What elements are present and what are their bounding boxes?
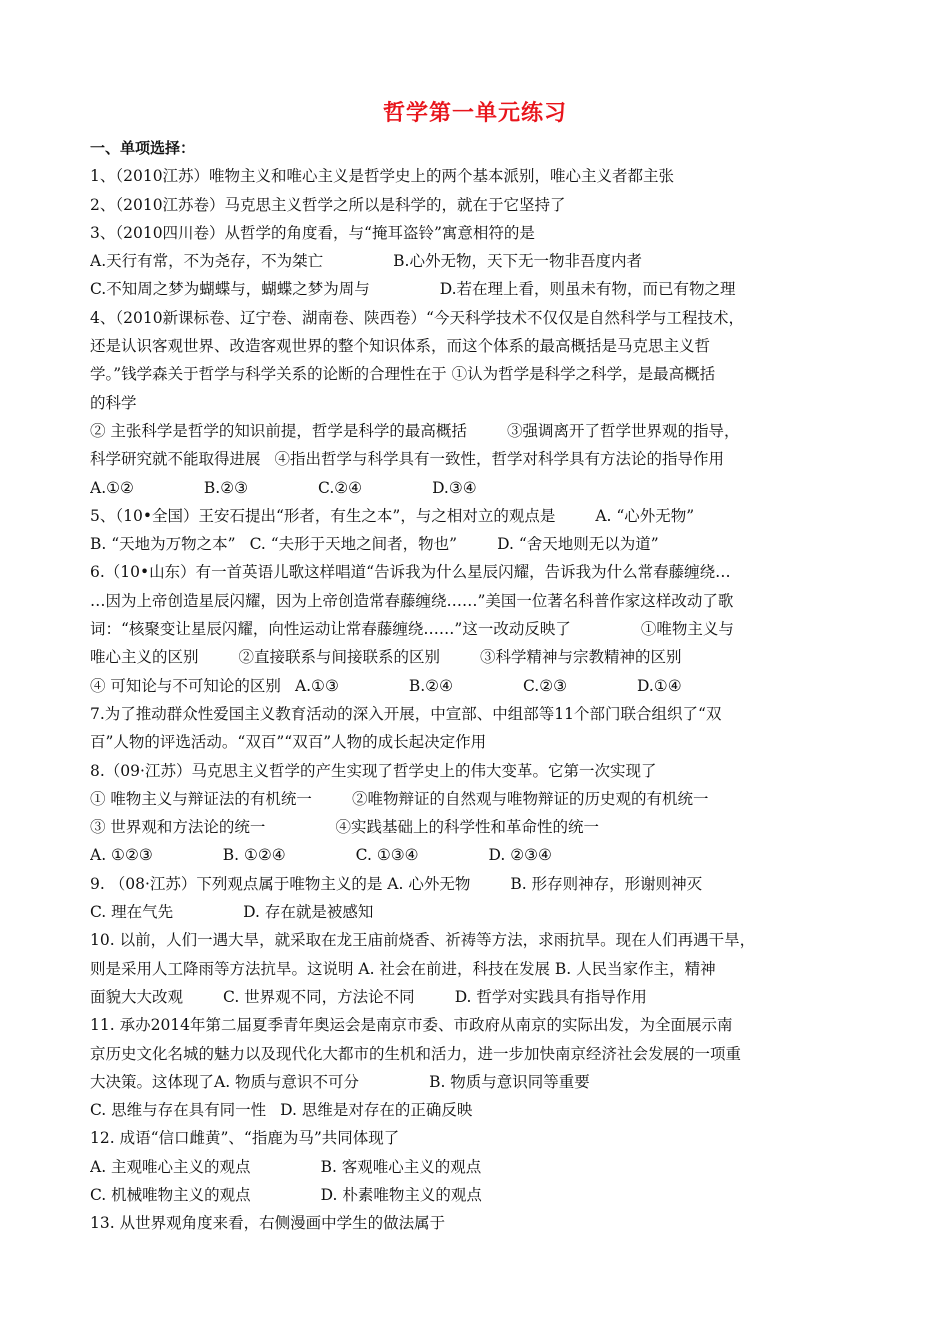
- text-line: [90, 1011, 890, 1039]
- text-segment: 科学研究就不能取得进展: [90, 450, 261, 469]
- text-segment: A. 主观唯心主义的观点: [90, 1157, 251, 1176]
- text-segment: D. 存在就是被感知: [243, 903, 374, 922]
- text-line: [90, 643, 890, 671]
- text-segment: B. 物质与意识同等重要: [429, 1072, 590, 1091]
- text-segment: D. 哲学对实践具有指导作用: [454, 987, 647, 1006]
- text-line: [90, 275, 890, 303]
- text-segment: A. ①②③: [90, 846, 153, 865]
- text-segment: B.②④: [408, 676, 453, 695]
- text-line: [90, 813, 890, 841]
- text-segment: D. “舍天地则无以为道”: [497, 535, 659, 554]
- text-segment: D. 朴素唯物主义的观点: [320, 1185, 482, 1204]
- text-segment: ④指出哲学与科学具有一致性，哲学对科学具有方法论的指导作用: [274, 450, 725, 469]
- text-line: [90, 502, 890, 530]
- text-line: [90, 360, 890, 388]
- text-line: [90, 1068, 890, 1096]
- text-line: [90, 728, 890, 756]
- text-line: [90, 757, 890, 785]
- text-line: [90, 530, 890, 558]
- text-segment: ②直接联系与间接联系的区别: [238, 648, 441, 667]
- text-segment: D. 思维是对存在的正确反映: [280, 1101, 473, 1120]
- text-line: [90, 841, 890, 869]
- text-segment: C. 思维与存在具有同一性: [90, 1101, 267, 1120]
- text-segment: C.②③: [522, 676, 567, 695]
- text-line: [90, 1096, 890, 1124]
- text-segment: ④实践基础上的科学性和革命性的统一: [335, 818, 599, 837]
- text-line: [90, 1040, 890, 1068]
- text-line: [90, 162, 890, 190]
- text-line: [90, 672, 890, 700]
- text-segment: C.②④: [318, 478, 363, 497]
- text-segment: C. 世界观不同，方法论不同: [223, 987, 415, 1006]
- text-segment: D.③④: [432, 478, 477, 497]
- text-segment: ③ 世界观和方法论的统一: [90, 818, 266, 837]
- text-line: [90, 332, 890, 360]
- text-segment: B. “天地为万物之本”: [90, 535, 236, 554]
- text-segment: B.心外无物，天下无一物非吾度内者: [393, 252, 642, 271]
- text-segment: A.天行有常，不为尧存，不为桀亡: [90, 252, 324, 271]
- text-line: [90, 219, 890, 247]
- text-segment: …因为上帝创造星辰闪耀，因为上帝创造常春藤缠绕……”美国一位著名科普作家这样改动了歌: [90, 591, 734, 610]
- text-segment: ③科学精神与宗教精神的区别: [480, 648, 682, 667]
- text-line: [90, 955, 890, 983]
- text-segment: C. “夫形于天地之间者，物也”: [249, 535, 458, 554]
- text-segment: ① 唯物主义与辩证法的有机统一: [90, 789, 312, 808]
- text-segment: 12. 成语“信口雌黄”、“指鹿为马”共同体现了: [90, 1129, 400, 1148]
- text-segment: D.①④: [637, 676, 682, 695]
- text-segment: C.不知周之梦为蝴蝶与，蝴蝶之梦为周与: [90, 280, 370, 299]
- text-line: [90, 898, 890, 926]
- text-segment: 1、（2010江苏）唯物主义和唯心主义是哲学史上的两个基本派别，唯心主义者都主张: [90, 167, 675, 186]
- text-segment: ①唯物主义与: [640, 620, 734, 639]
- text-segment: 5、（10•全国）王安石提出“形者，有生之本”，与之相对立的观点是: [90, 506, 556, 525]
- text-segment: A.①②: [90, 478, 134, 497]
- text-segment: ③强调离开了哲学世界观的指导，: [506, 421, 740, 440]
- text-segment: D.若在理上看，则虽未有物，而已有物之理: [439, 280, 736, 299]
- text-line: [90, 1153, 890, 1181]
- text-segment: A. “心外无物”: [595, 506, 695, 525]
- text-line: [90, 700, 890, 728]
- text-segment: 10. 以前，人们一遇大旱，就采取在龙王庙前烧香、祈祷等方法，求雨抗旱。现在人们再遇干旱，: [90, 931, 756, 950]
- text-segment: 则是采用人工降雨等方法抗旱。这说明 A. 社会在前进，科技在发展 B. 人民当家作主，精神: [90, 959, 716, 978]
- text-line: [90, 445, 890, 473]
- text-line: [90, 191, 890, 219]
- text-segment: 7.为了推动群众性爱国主义教育活动的深入开展，中宣部、中组部等11个部门联合组织了“双: [90, 704, 722, 723]
- text-line: [90, 1209, 890, 1237]
- text-line: [90, 926, 890, 954]
- text-segment: 一、单项选择：: [90, 139, 196, 157]
- text-segment: 3、（2010四川卷）从哲学的角度看，与“掩耳盗铃”寓意相符的是: [90, 223, 535, 242]
- text-line: [90, 247, 890, 275]
- text-segment: B. 客观唯心主义的观点: [320, 1157, 482, 1176]
- text-segment: 百”人物的评选活动。“双百”“双百”人物的成长起决定作用: [90, 733, 487, 752]
- text-segment: 还是认识客观世界、改造客观世界的整个知识体系，而这个体系的最高概括是马克思主义哲: [90, 337, 711, 356]
- text-segment: C. ①③④: [355, 846, 419, 865]
- text-segment: 2、（2010江苏卷）马克思主义哲学之所以是科学的，就在于它坚持了: [90, 195, 566, 214]
- text-segment: 11. 承办2014年第二届夏季青年奥运会是南京市委、市政府从南京的实际出发，为全面展示南: [90, 1016, 733, 1035]
- text-segment: B. ①②④: [222, 846, 286, 865]
- text-line: [90, 587, 890, 615]
- text-segment: D. ②③④: [488, 846, 552, 865]
- text-segment: 唯心主义的区别: [90, 648, 199, 667]
- text-segment: B.②③: [203, 478, 249, 497]
- text-line: [90, 558, 890, 586]
- text-segment: 的科学: [90, 393, 137, 412]
- text-line: [90, 1181, 890, 1209]
- text-segment: 9. （08·江苏）下列观点属于唯物主义的是 A. 心外无物: [90, 874, 471, 893]
- text-line: [90, 870, 890, 898]
- text-line: [90, 983, 890, 1011]
- text-line: [90, 389, 890, 417]
- text-segment: C. 理在气先: [90, 903, 174, 922]
- text-segment: A.①③: [294, 676, 339, 695]
- text-segment: 学。”钱学森关于哲学与科学关系的论断的合理性在于 ①认为哲学是科学之科学，是最高概括: [90, 365, 716, 384]
- text-segment: 面貌大大改观: [90, 987, 184, 1006]
- text-line: [90, 304, 890, 332]
- text-segment: 4、（2010新课标卷、辽宁卷、湖南卷、陕西卷）“今天科学技术不仅仅是自然科学与工程技术，: [90, 308, 744, 327]
- text-line: [90, 417, 890, 445]
- text-line: [90, 1124, 890, 1152]
- text-line: [90, 474, 890, 502]
- section-heading: [90, 134, 890, 162]
- text-segment: ② 主张科学是哲学的知识前提，哲学是科学的最高概括: [90, 421, 467, 440]
- text-segment: ④ 可知论与不可知论的区别: [90, 676, 281, 695]
- text-segment: ②唯物辩证的自然观与唯物辩证的历史观的有机统一: [351, 789, 709, 808]
- text-segment: 8.（09·江苏）马克思主义哲学的产生实现了哲学史上的伟大变革。它第一次实现了: [90, 761, 657, 780]
- text-segment: 大决策。这体现了A. 物质与意识不可分: [90, 1072, 360, 1091]
- text-segment: 6.（10•山东）有一首英语儿歌这样唱道“告诉我为什么星辰闪耀，告诉我为什么常春藤缠绕…: [90, 563, 731, 582]
- document-body: [90, 134, 890, 1238]
- text-segment: C. 机械唯物主义的观点: [90, 1185, 251, 1204]
- text-line: [90, 785, 890, 813]
- text-segment: 13. 从世界观角度来看，右侧漫画中学生的做法属于: [90, 1214, 446, 1233]
- text-line: [90, 615, 890, 643]
- page-title: 哲学第一单元练习: [382, 101, 567, 126]
- text-segment: 词：“核聚变让星辰闪耀，向性运动让常春藤缠绕……”这一改动反映了: [90, 620, 571, 639]
- text-segment: 京历史文化名城的魅力以及现代化大都市的生机和活力，进一步加快南京经济社会发展的一项重: [90, 1044, 742, 1063]
- text-segment: B. 形存则神存，形谢则神灭: [510, 874, 703, 893]
